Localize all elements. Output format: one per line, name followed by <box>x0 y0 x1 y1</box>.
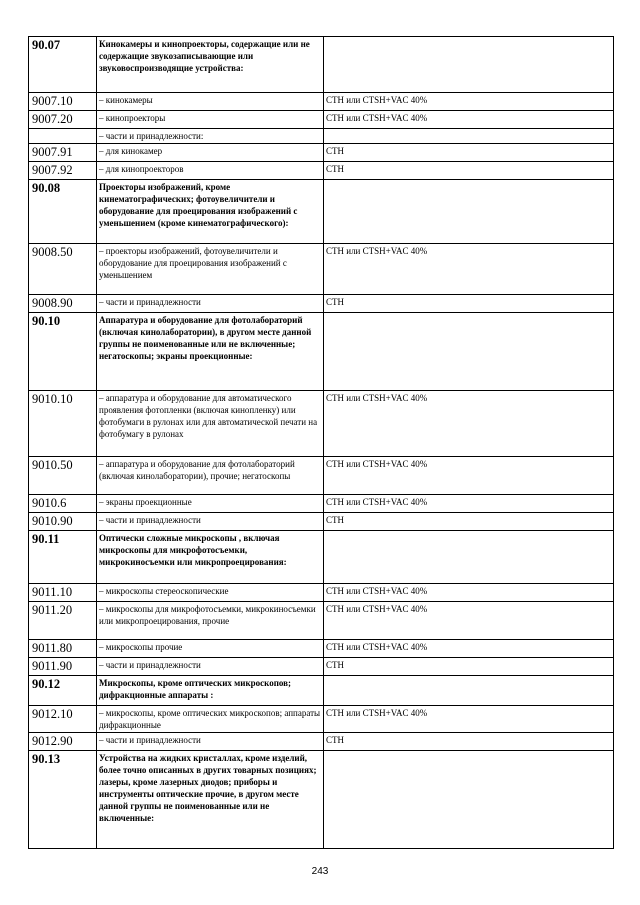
description-cell: – кинокамеры <box>97 93 324 111</box>
hs-code-cell <box>29 129 97 144</box>
description-cell: – части и принадлежности: <box>97 129 324 144</box>
hs-code-cell: 9007.91 <box>29 144 97 162</box>
table-row <box>29 111 614 129</box>
origin-rule-cell: СТН или CTSH+VAC 40% <box>324 93 614 111</box>
hs-code-cell: 90.12 <box>29 676 97 706</box>
origin-rule-cell: СТН или CTSH+VAC 40% <box>324 391 614 457</box>
origin-rule-cell: СТН или CTSH+VAC 40% <box>324 111 614 129</box>
hs-code-cell: 9007.20 <box>29 111 97 129</box>
table-row <box>29 93 614 111</box>
origin-rule-cell: СТН <box>324 733 614 751</box>
heading-row <box>29 676 614 706</box>
table-row <box>29 129 614 144</box>
tariff-table <box>28 36 614 849</box>
hs-code-cell: 9010.6 <box>29 495 97 513</box>
hs-code-cell: 9008.90 <box>29 295 97 313</box>
table-row <box>29 706 614 733</box>
hs-code-cell: 9011.90 <box>29 658 97 676</box>
origin-rule-cell: СТН или CTSH+VAC 40% <box>324 602 614 640</box>
description-cell: – части и принадлежности <box>97 513 324 531</box>
table-row <box>29 733 614 751</box>
table-row <box>29 391 614 457</box>
origin-rule-cell: СТН <box>324 144 614 162</box>
hs-code-cell: 9010.90 <box>29 513 97 531</box>
description-cell: – микроскопы для микрофотосъемки, микрокиносъемки или микропроецирования, прочие <box>97 602 324 640</box>
hs-code-cell: 9011.10 <box>29 584 97 602</box>
tariff-table-page <box>28 36 613 849</box>
hs-code-cell: 90.13 <box>29 751 97 849</box>
origin-rule-cell: СТН <box>324 658 614 676</box>
description-cell: Микроскопы, кроме оптических микроскопов; дифракционные аппараты : <box>97 676 324 706</box>
hs-code-cell: 90.08 <box>29 180 97 244</box>
origin-rule-cell: СТН или CTSH+VAC 40% <box>324 584 614 602</box>
table-row <box>29 602 614 640</box>
origin-rule-cell: СТН <box>324 162 614 180</box>
origin-rule-cell <box>324 676 614 706</box>
hs-code-cell: 9011.20 <box>29 602 97 640</box>
hs-code-cell: 9011.80 <box>29 640 97 658</box>
heading-row <box>29 751 614 849</box>
origin-rule-cell <box>324 313 614 391</box>
description-cell: – микроскопы стереоскопические <box>97 584 324 602</box>
hs-code-cell: 90.10 <box>29 313 97 391</box>
table-row <box>29 513 614 531</box>
table-row <box>29 658 614 676</box>
hs-code-cell: 9010.50 <box>29 457 97 495</box>
hs-code-cell: 9007.10 <box>29 93 97 111</box>
origin-rule-cell: СТН или CTSH+VAC 40% <box>324 640 614 658</box>
description-cell: – аппаратура и оборудование для фотолабораторий (включая кинолаборатории), прочие; негатоскопы <box>97 457 324 495</box>
description-cell: – для кинопроекторов <box>97 162 324 180</box>
hs-code-cell: 9010.10 <box>29 391 97 457</box>
description-cell: – части и принадлежности <box>97 733 324 751</box>
description-cell: – экраны проекционные <box>97 495 324 513</box>
tariff-table-body <box>29 37 614 849</box>
origin-rule-cell: СТН <box>324 513 614 531</box>
origin-rule-cell: СТН или CTSH+VAC 40% <box>324 706 614 733</box>
origin-rule-cell <box>324 180 614 244</box>
description-cell: – кинопроекторы <box>97 111 324 129</box>
hs-code-cell: 90.11 <box>29 531 97 584</box>
description-cell: – микроскопы прочие <box>97 640 324 658</box>
table-row <box>29 244 614 295</box>
table-row <box>29 295 614 313</box>
table-row <box>29 162 614 180</box>
origin-rule-cell <box>324 751 614 849</box>
description-cell: Кинокамеры и кинопроекторы, содержащие или не содержащие звукозаписывающие или звуковоспроизводящие устройства: <box>97 37 324 93</box>
origin-rule-cell: СТН или CTSH+VAC 40% <box>324 457 614 495</box>
origin-rule-cell: СТН <box>324 295 614 313</box>
hs-code-cell: 9012.90 <box>29 733 97 751</box>
heading-row <box>29 37 614 93</box>
description-cell: – аппаратура и оборудование для автоматического проявления фотопленки (включая кинопленку) или фотобумаги в рулонах или для автоматической печати на фотобумагу в рулонах <box>97 391 324 457</box>
origin-rule-cell <box>324 37 614 93</box>
hs-code-cell: 9012.10 <box>29 706 97 733</box>
hs-code-cell: 9008.50 <box>29 244 97 295</box>
description-cell: – микроскопы, кроме оптических микроскопов; аппараты дифракционные <box>97 706 324 733</box>
description-cell: Оптически сложные микроскопы , включая микроскопы для микрофотосъемки, микрокиносъемки или микропроецирования: <box>97 531 324 584</box>
heading-row <box>29 180 614 244</box>
heading-row <box>29 313 614 391</box>
hs-code-cell: 90.07 <box>29 37 97 93</box>
description-cell: – проекторы изображений, фотоувеличители и оборудование для проецирования изображений с уменьшением <box>97 244 324 295</box>
description-cell: – части и принадлежности <box>97 658 324 676</box>
table-row <box>29 457 614 495</box>
description-cell: – для кинокамер <box>97 144 324 162</box>
description-cell: Аппаратура и оборудование для фотолабораторий (включая кинолаборатории), в другом месте данной группы не поименованные или не включенные; негатоскопы; экраны проекционные: <box>97 313 324 391</box>
page-number: 243 <box>311 866 329 877</box>
origin-rule-cell: СТН или CTSH+VAC 40% <box>324 495 614 513</box>
table-row <box>29 144 614 162</box>
description-cell: Устройства на жидких кристаллах, кроме изделий, более точно описанных в других товарных позициях; лазеры, кроме лазерных диодов; приборы и инструменты оптические прочие, в другом месте данной группы не поименованные или не включенные: <box>97 751 324 849</box>
table-row <box>29 640 614 658</box>
origin-rule-cell <box>324 129 614 144</box>
origin-rule-cell: СТН или CTSH+VAC 40% <box>324 244 614 295</box>
heading-row <box>29 531 614 584</box>
description-cell: – части и принадлежности <box>97 295 324 313</box>
description-cell: Проекторы изображений, кроме кинематографических; фотоувеличители и оборудование для проецирования изображений с уменьшением (кроме кинематографического): <box>97 180 324 244</box>
origin-rule-cell <box>324 531 614 584</box>
table-row <box>29 495 614 513</box>
hs-code-cell: 9007.92 <box>29 162 97 180</box>
table-row <box>29 584 614 602</box>
